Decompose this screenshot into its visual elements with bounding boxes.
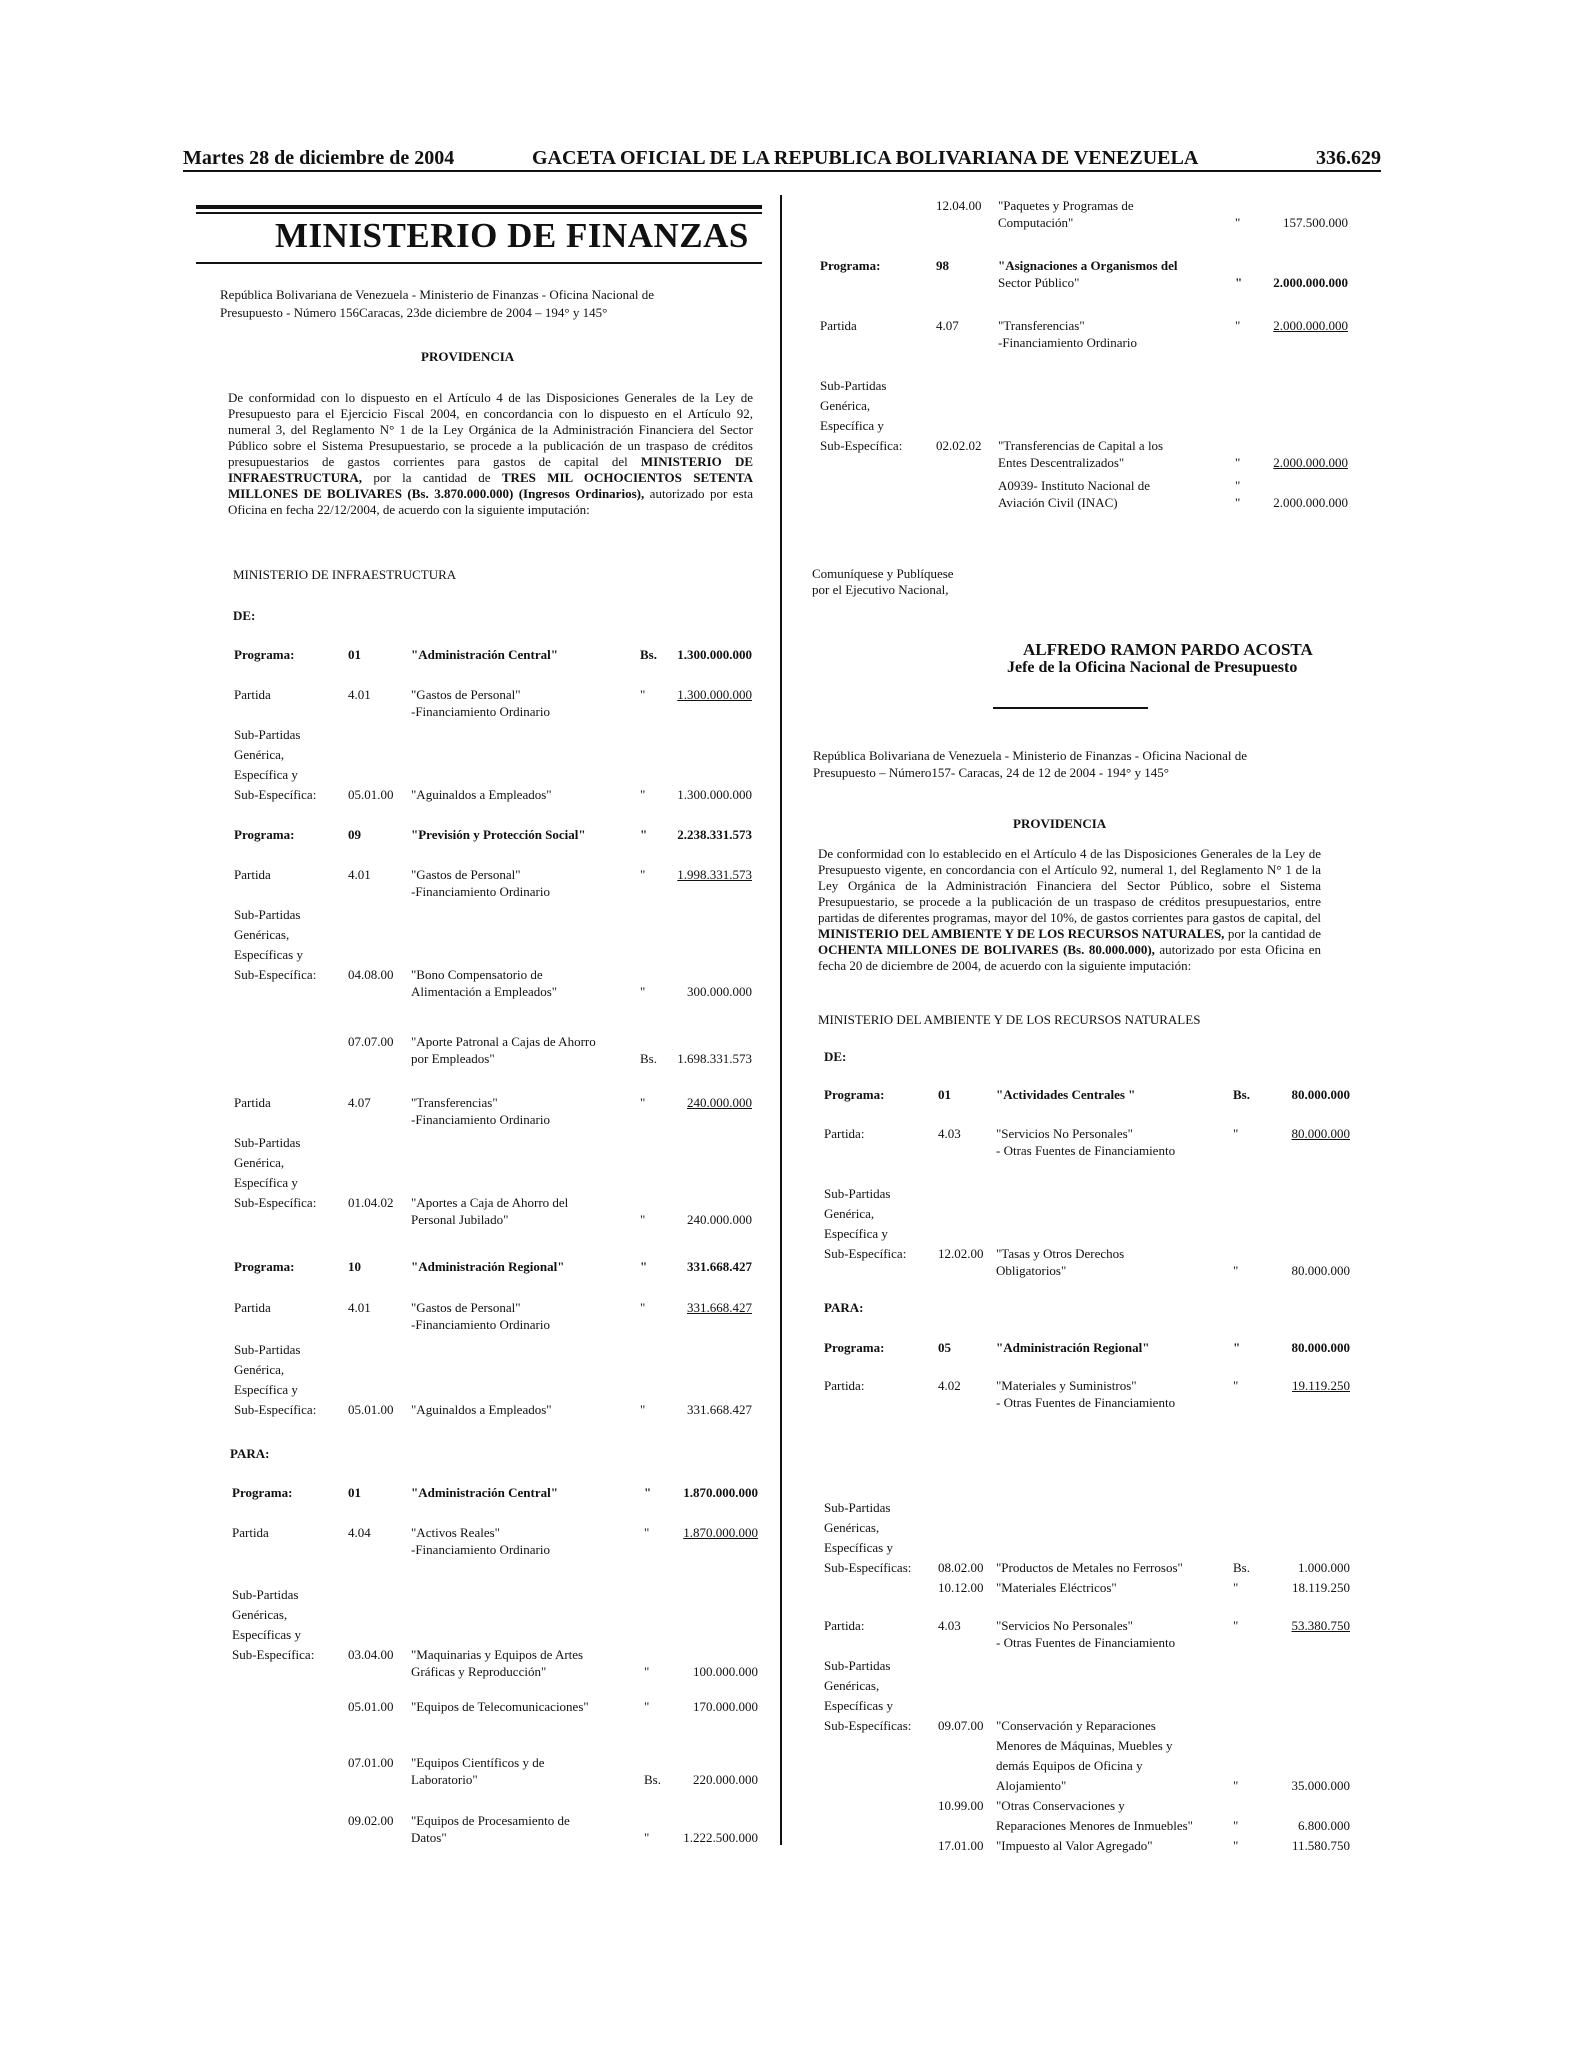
left-row-c1-8: Sub-Partidas xyxy=(234,907,301,922)
right-row-c4-11: Bs. xyxy=(1233,1560,1250,1575)
right-top-row-c4-2: " xyxy=(1235,318,1241,333)
left-para-row-c3-second-8: Datos" xyxy=(411,1830,447,1845)
left-row-c3-1: "Gastos de Personal" xyxy=(411,687,521,702)
left-row-c3-17: "Aportes a Caja de Ahorro del xyxy=(411,1195,569,1210)
left-body-text: De conformidad con lo dispuesto en el Artículo 4 de las Disposiciones Generales de la Ley de Presupuesto para el Ejercicio Fiscal 2004, en concordancia con lo dispuesto en el Artículo 92, numeral 3, del Reglamento N° 1 de la Ley Orgánica de la Administración Financiera del Sector Público sobre el Sistema Presupuestario, se procede a la publicación de un traspaso de créditos presupuestarios de gastos corrientes para gastos de capital del xyxy=(228,390,753,469)
left-row-c2-13: 4.07 xyxy=(348,1095,371,1110)
right-top-row-c1-2: Partida xyxy=(820,318,857,333)
right-top-row-c1-4: Genérica, xyxy=(820,398,871,413)
left-row-c4-18: " xyxy=(640,1259,648,1274)
left-row-c1-19: Partida xyxy=(234,1300,271,1315)
left-row-c4-13: " xyxy=(640,1095,646,1110)
right-top-row-c5-second-1: 2.000.000.000 xyxy=(1273,275,1348,290)
left-row-c3-23: "Aguinaldos a Empleados" xyxy=(411,1402,552,1417)
left-para-row-c5-second-7: 220.000.000 xyxy=(693,1772,758,1787)
left-row-c2-19: 4.01 xyxy=(348,1300,371,1315)
right-row-c1-8: Sub-Partidas xyxy=(824,1500,891,1515)
column-divider xyxy=(780,195,782,1845)
right-row-c1-4: Específica y xyxy=(824,1226,888,1241)
right-top-row-c2-1: 98 xyxy=(936,258,949,273)
right-row-c3-0: "Actividades Centrales " xyxy=(996,1087,1136,1102)
left-row-c4-19: " xyxy=(640,1300,646,1315)
right-ref-line-1: República Bolivariana de Venezuela - Ministerio de Finanzas - Oficina Nacional de xyxy=(813,748,1248,763)
right-top-row-c3-second-0: Computación" xyxy=(998,215,1074,230)
right-row-c5-23: 11.580.750 xyxy=(1291,1838,1350,1853)
right-top-row-c3-1: "Asignaciones a Organismos del xyxy=(998,258,1178,273)
right-row-c3-22: Reparaciones Menores de Inmuebles" xyxy=(996,1818,1193,1833)
left-row-c1-18: Programa: xyxy=(234,1259,295,1274)
left-row-c3-11: "Bono Compensatorio de xyxy=(411,967,543,982)
left-row-c4-second-12: Bs. xyxy=(640,1051,657,1066)
header-rule xyxy=(183,170,1381,172)
left-row-c4-5: " xyxy=(640,787,646,802)
right-row-c3-23: "Impuesto al Valor Agregado" xyxy=(996,1838,1153,1853)
right-row-c5-20: 35.000.000 xyxy=(1291,1778,1350,1793)
right-row-c1-7: Partida: xyxy=(824,1378,865,1393)
left-row-c1-9: Genéricas, xyxy=(234,927,290,942)
right-row-c3-5: "Tasas y Otros Derechos xyxy=(996,1246,1125,1261)
left-row-c3-6: "Previsión y Protección Social" xyxy=(411,827,586,842)
left-row-c5-0: 1.300.000.000 xyxy=(677,647,752,662)
right-top-row-c1-1: Programa: xyxy=(820,258,881,273)
right-top-row-c5-second-0: 157.500.000 xyxy=(1283,215,1348,230)
left-body-bold: MINISTERIO DE INFRAESTRUCTURA, xyxy=(228,454,754,485)
right-para-label: PARA: xyxy=(824,1300,864,1315)
right-row-c1-16: Específicas y xyxy=(824,1698,893,1713)
left-body-end: autorizado por esta Oficina en fecha 22/12/2004, de acuerdo con la siguiente imputación: xyxy=(228,486,754,517)
right-row-c3-second-7: - Otras Fuentes de Financiamiento xyxy=(996,1395,1176,1410)
right-row-c1-5: Sub-Específica: xyxy=(824,1246,907,1261)
right-row-c1-6: Programa: xyxy=(824,1340,885,1355)
left-row-c3-second-7: -Financiamiento Ordinario xyxy=(411,884,550,899)
left-row-c1-0: Programa: xyxy=(234,647,295,662)
right-top-row-c3-second-7: Aviación Civil (INAC) xyxy=(998,495,1118,510)
left-para-row-c2-8: 09.02.00 xyxy=(348,1813,394,1828)
left-para-row-c2-6: 05.01.00 xyxy=(348,1699,394,1714)
right-body-end: autorizado por esta Oficina en fecha 20 de diciembre de 2004, de acuerdo con la siguiente imputación: xyxy=(818,942,1321,973)
right-ministry-subtitle: MINISTERIO DEL AMBIENTE Y DE LOS RECURSOS NATURALES xyxy=(818,1012,1201,1027)
right-row-c4-22: " xyxy=(1233,1818,1239,1833)
left-row-c3-second-12: por Empleados" xyxy=(411,1051,495,1066)
right-row-c3-1: "Servicios No Personales" xyxy=(996,1126,1133,1141)
left-row-c3-18: "Administración Regional" xyxy=(411,1259,565,1274)
left-row-c4-23: " xyxy=(640,1402,646,1417)
right-top-row-c3-second-2: -Financiamiento Ordinario xyxy=(998,335,1137,350)
left-row-c1-4: Específica y xyxy=(234,767,298,782)
left-row-c5-7: 1.998.331.573 xyxy=(677,867,752,882)
left-para-row-c4-1: " xyxy=(644,1525,650,1540)
left-row-c3-second-1: -Financiamiento Ordinario xyxy=(411,704,550,719)
right-row-c3-11: "Productos de Metales no Ferrosos" xyxy=(996,1560,1183,1575)
left-row-c1-16: Específica y xyxy=(234,1175,298,1190)
left-para-row-c5-1: 1.870.000.000 xyxy=(683,1525,758,1540)
right-row-c1-0: Programa: xyxy=(824,1087,885,1102)
right-row-c2-0: 01 xyxy=(938,1087,951,1102)
right-top-row-c4-second-7: " xyxy=(1235,495,1241,510)
right-row-c5-0: 80.000.000 xyxy=(1291,1087,1350,1102)
header-title: GACETA OFICIAL DE LA REPUBLICA BOLIVARIANA DE VENEZUELA xyxy=(532,147,1199,169)
left-row-c1-5: Sub-Específica: xyxy=(234,787,317,802)
right-row-c2-21: 10.99.00 xyxy=(938,1798,984,1813)
left-ministry-subtitle: MINISTERIO DE INFRAESTRUCTURA xyxy=(233,567,457,582)
right-top-row-c2-2: 4.07 xyxy=(936,318,959,333)
right-top-row-c3-2: "Transferencias" xyxy=(998,318,1085,333)
left-row-c3-0: "Administración Central" xyxy=(411,647,558,662)
left-row-c1-21: Genérica, xyxy=(234,1362,285,1377)
right-row-c3-21: "Otras Conservaciones y xyxy=(996,1798,1125,1813)
right-row-c2-12: 10.12.00 xyxy=(938,1580,984,1595)
left-para-row-c3-second-1: -Financiamiento Ordinario xyxy=(411,1542,550,1557)
right-row-c4-23: " xyxy=(1233,1838,1239,1853)
right-row-c4-6: " xyxy=(1233,1340,1241,1355)
left-para-row-c1-0: Programa: xyxy=(232,1485,293,1500)
left-row-c2-1: 4.01 xyxy=(348,687,371,702)
page-number: 336.629 xyxy=(1316,147,1381,169)
right-row-c3-13: "Servicios No Personales" xyxy=(996,1618,1133,1633)
left-row-c5-23: 331.668.427 xyxy=(687,1402,752,1417)
right-row-c5-22: 6.800.000 xyxy=(1298,1818,1350,1833)
left-row-c3-7: "Gastos de Personal" xyxy=(411,867,521,882)
right-top-row-c2-6: 02.02.02 xyxy=(936,438,982,453)
left-para-row-c4-6: " xyxy=(644,1699,650,1714)
left-row-c3-5: "Aguinaldos a Empleados" xyxy=(411,787,552,802)
right-top-row-c5-second-6: 2.000.000.000 xyxy=(1273,455,1348,470)
left-row-c3-second-11: Alimentación a Empleados" xyxy=(411,984,558,999)
left-para-row-c4-second-5: " xyxy=(644,1664,650,1679)
right-body-text: De conformidad con lo establecido en el Artículo 4 de las Disposiciones Generales de la Ley de Presupuesto vigente, en concordancia con el Artículo 92, numeral 1, del Reglamento N° 1 de la Ley Orgánica de la Administración Financiera del Sector Público, sobre el Sistema Presupuestario, se procede a la publicación de un traspaso de créditos presupuestarios, entre partidas de diferentes programas, mayor del 10%, de gastos corrientes para gastos de capital, del xyxy=(818,846,1321,925)
ministry-title: MINISTERIO DE FINANZAS xyxy=(275,216,749,255)
left-body-bold2: TRES MIL OCHOCIENTOS SETENTA MILLONES DE BOLIVARES (Bs. 3.870.000.000) (Ingresos Ordinarios), xyxy=(228,470,753,501)
left-para-row-c2-0: 01 xyxy=(348,1485,361,1500)
left-row-c2-0: 01 xyxy=(348,647,361,662)
left-row-c5-13: 240.000.000 xyxy=(687,1095,752,1110)
left-para-row-c3-second-7: Laboratorio" xyxy=(411,1772,478,1787)
right-row-c1-14: Sub-Partidas xyxy=(824,1658,891,1673)
right-row-c4-1: " xyxy=(1233,1126,1239,1141)
left-para-row-c4-second-8: " xyxy=(644,1830,650,1845)
comuniquese-line-1: Comuníquese y Publíquese xyxy=(812,566,954,581)
left-para-row-c5-second-5: 100.000.000 xyxy=(693,1664,758,1679)
left-row-c5-second-12: 1.698.331.573 xyxy=(677,1051,752,1066)
right-body-mid: por la cantidad de xyxy=(1224,926,1321,941)
left-row-c5-second-11: 300.000.000 xyxy=(687,984,752,999)
right-row-c1-3: Genérica, xyxy=(824,1206,875,1221)
signature-rule xyxy=(993,707,1148,709)
header-date: Martes 28 de diciembre de 2004 xyxy=(183,147,455,169)
right-top-row-c1-5: Específica y xyxy=(820,418,884,433)
left-row-c2-11: 04.08.00 xyxy=(348,967,394,982)
left-row-c4-1: " xyxy=(640,687,646,702)
right-de-label: DE: xyxy=(824,1049,847,1064)
left-para-row-c1-1: Partida xyxy=(232,1525,269,1540)
right-row-c3-second-5: Obligatorios" xyxy=(996,1263,1067,1278)
left-para-row-c3-0: "Administración Central" xyxy=(411,1485,558,1500)
right-row-c2-11: 08.02.00 xyxy=(938,1560,984,1575)
left-providencia-heading: PROVIDENCIA xyxy=(421,349,515,364)
right-row-c3-6: "Administración Regional" xyxy=(996,1340,1150,1355)
right-row-c5-7: 19.119.250 xyxy=(1291,1378,1350,1393)
left-row-c5-1: 1.300.000.000 xyxy=(677,687,752,702)
right-row-c5-12: 18.119.250 xyxy=(1291,1580,1350,1595)
left-row-c4-second-11: " xyxy=(640,984,646,999)
right-body-bold: MINISTERIO DEL AMBIENTE Y DE LOS RECURSOS NATURALES, xyxy=(818,926,1225,941)
right-row-c3-7: "Materiales y Suministros" xyxy=(996,1378,1137,1393)
right-row-c1-9: Genéricas, xyxy=(824,1520,880,1535)
left-row-c3-second-13: -Financiamiento Ordinario xyxy=(411,1112,550,1127)
left-row-c2-18: 10 xyxy=(348,1259,361,1274)
left-row-c4-7: " xyxy=(640,867,646,882)
ministry-rule-bottom xyxy=(196,262,762,264)
ministry-rule-top xyxy=(196,205,762,209)
left-row-c1-2: Sub-Partidas xyxy=(234,727,301,742)
left-body-paragraph xyxy=(228,390,753,518)
right-row-c1-10: Específicas y xyxy=(824,1540,893,1555)
right-top-row-c3-7: A0939- Instituto Nacional de xyxy=(998,478,1150,493)
left-row-c1-20: Sub-Partidas xyxy=(234,1342,301,1357)
left-row-c1-11: Sub-Específica: xyxy=(234,967,317,982)
left-de-label: DE: xyxy=(233,608,256,623)
right-row-c3-17: "Conservación y Reparaciones xyxy=(996,1718,1156,1733)
left-row-c5-5: 1.300.000.000 xyxy=(677,787,752,802)
left-row-c1-10: Específicas y xyxy=(234,947,303,962)
left-ref-line-1: República Bolivariana de Venezuela - Ministerio de Finanzas - Oficina Nacional de xyxy=(220,287,655,302)
right-top-row-c1-3: Sub-Partidas xyxy=(820,378,887,393)
left-para-row-c5-second-8: 1.222.500.000 xyxy=(683,1830,758,1845)
right-row-c3-second-13: - Otras Fuentes de Financiamiento xyxy=(996,1635,1176,1650)
left-para-row-c3-5: "Maquinarias y Equipos de Artes xyxy=(411,1647,584,1662)
left-row-c3-19: "Gastos de Personal" xyxy=(411,1300,521,1315)
right-row-c3-18: Menores de Máquinas, Muebles y xyxy=(996,1738,1173,1753)
right-body-paragraph xyxy=(818,846,1321,974)
left-body-mid: por la cantidad de xyxy=(362,470,502,485)
left-row-c1-6: Programa: xyxy=(234,827,295,842)
right-row-c2-6: 05 xyxy=(938,1340,951,1355)
left-row-c3-13: "Transferencias" xyxy=(411,1095,498,1110)
left-row-c2-17: 01.04.02 xyxy=(348,1195,394,1210)
right-row-c3-20: Alojamiento" xyxy=(996,1778,1067,1793)
left-row-c5-18: 331.668.427 xyxy=(687,1259,752,1274)
right-row-c2-1: 4.03 xyxy=(938,1126,961,1141)
right-row-c2-7: 4.02 xyxy=(938,1378,961,1393)
right-top-row-c3-0: "Paquetes y Programas de xyxy=(998,198,1134,213)
left-row-c2-5: 05.01.00 xyxy=(348,787,394,802)
right-row-c3-12: "Materiales Eléctricos" xyxy=(996,1580,1117,1595)
left-row-c1-14: Sub-Partidas xyxy=(234,1135,301,1150)
left-para-row-c4-0: " xyxy=(644,1485,652,1500)
right-row-c4-13: " xyxy=(1233,1618,1239,1633)
left-row-c1-1: Partida xyxy=(234,687,271,702)
left-para-row-c2-1: 4.04 xyxy=(348,1525,371,1540)
right-row-c4-7: " xyxy=(1233,1378,1239,1393)
left-row-c1-23: Sub-Específica: xyxy=(234,1402,317,1417)
left-para-row-c4-second-7: Bs. xyxy=(644,1772,661,1787)
right-top-row-c4-second-0: " xyxy=(1235,215,1241,230)
left-row-c2-12: 07.07.00 xyxy=(348,1034,394,1049)
left-row-c5-19: 331.668.427 xyxy=(687,1300,752,1315)
left-para-row-c1-4: Específicas y xyxy=(232,1627,301,1642)
right-row-c1-2: Sub-Partidas xyxy=(824,1186,891,1201)
left-row-c3-12: "Aporte Patronal a Cajas de Ahorro xyxy=(411,1034,596,1049)
left-row-c4-second-17: " xyxy=(640,1212,646,1227)
right-top-row-c5-2: 2.000.000.000 xyxy=(1273,318,1348,333)
left-row-c2-23: 05.01.00 xyxy=(348,1402,394,1417)
left-row-c2-6: 09 xyxy=(348,827,361,842)
right-ref-line-2: Presupuesto – Número157- Caracas, 24 de 12 de 2004 - 194° y 145° xyxy=(813,765,1169,780)
left-row-c1-22: Específica y xyxy=(234,1382,298,1397)
left-para-label: PARA: xyxy=(230,1446,270,1461)
signer-name: ALFREDO RAMON PARDO ACOSTA xyxy=(1023,640,1313,659)
left-para-row-c3-7: "Equipos Científicos y de xyxy=(411,1755,545,1770)
right-top-row-c2-0: 12.04.00 xyxy=(936,198,982,213)
left-row-c1-7: Partida xyxy=(234,867,271,882)
left-para-row-c2-7: 07.01.00 xyxy=(348,1755,394,1770)
left-row-c5-6: 2.238.331.573 xyxy=(677,827,752,842)
right-row-c2-13: 4.03 xyxy=(938,1618,961,1633)
right-providencia-heading: PROVIDENCIA xyxy=(1013,816,1107,831)
left-row-c1-3: Genérica, xyxy=(234,747,285,762)
left-para-row-c3-1: "Activos Reales" xyxy=(411,1525,500,1540)
left-ref-line-2: Presupuesto - Número 156Caracas, 23de diciembre de 2004 – 194° y 145° xyxy=(220,305,608,320)
left-para-row-c1-3: Genéricas, xyxy=(232,1607,288,1622)
left-row-c2-7: 4.01 xyxy=(348,867,371,882)
right-row-c4-0: Bs. xyxy=(1233,1087,1250,1102)
right-row-c2-5: 12.02.00 xyxy=(938,1246,984,1261)
left-row-c4-6: " xyxy=(640,827,648,842)
right-row-c5-6: 80.000.000 xyxy=(1291,1340,1350,1355)
right-body-bold2: OCHENTA MILLONES DE BOLIVARES (Bs. 80.000.000), xyxy=(818,942,1155,957)
right-row-c4-12: " xyxy=(1233,1580,1239,1595)
right-top-row-c4-second-6: " xyxy=(1235,455,1241,470)
left-para-row-c1-5: Sub-Específica: xyxy=(232,1647,315,1662)
left-para-row-c5-6: 170.000.000 xyxy=(693,1699,758,1714)
right-row-c5-11: 1.000.000 xyxy=(1298,1560,1350,1575)
right-row-c1-11: Sub-Específicas: xyxy=(824,1560,912,1575)
left-para-row-c2-5: 03.04.00 xyxy=(348,1647,394,1662)
right-row-c2-17: 09.07.00 xyxy=(938,1718,984,1733)
left-row-c1-13: Partida xyxy=(234,1095,271,1110)
right-top-row-c3-second-6: Entes Descentralizados" xyxy=(998,455,1125,470)
right-top-row-c5-second-7: 2.000.000.000 xyxy=(1273,495,1348,510)
left-para-row-c3-8: "Equipos de Procesamiento de xyxy=(411,1813,570,1828)
right-row-c5-1: 80.000.000 xyxy=(1291,1126,1350,1141)
right-top-row-c4-7: " xyxy=(1235,478,1241,493)
left-row-c3-second-19: -Financiamiento Ordinario xyxy=(411,1317,550,1332)
right-top-row-c4-second-1: " xyxy=(1235,275,1243,290)
right-row-c1-1: Partida: xyxy=(824,1126,865,1141)
comuniquese-line-2: por el Ejecutivo Nacional, xyxy=(812,582,949,597)
right-row-c2-23: 17.01.00 xyxy=(938,1838,984,1853)
left-row-c5-second-17: 240.000.000 xyxy=(687,1212,752,1227)
right-row-c1-17: Sub-Específicas: xyxy=(824,1718,912,1733)
right-row-c1-13: Partida: xyxy=(824,1618,865,1633)
left-para-row-c3-6: "Equipos de Telecomunicaciones" xyxy=(411,1699,589,1714)
right-row-c4-second-5: " xyxy=(1233,1263,1239,1278)
right-row-c1-15: Genéricas, xyxy=(824,1678,880,1693)
left-row-c1-15: Genérica, xyxy=(234,1155,285,1170)
right-row-c4-20: " xyxy=(1233,1778,1239,1793)
left-para-row-c1-2: Sub-Partidas xyxy=(232,1587,299,1602)
left-row-c1-17: Sub-Específica: xyxy=(234,1195,317,1210)
ministry-rule-top2 xyxy=(196,212,762,214)
right-row-c5-13: 53.380.750 xyxy=(1291,1618,1350,1633)
right-row-c3-19: demás Equipos de Oficina y xyxy=(996,1758,1143,1773)
right-top-row-c3-6: "Transferencias de Capital a los xyxy=(998,438,1164,453)
right-row-c5-second-5: 80.000.000 xyxy=(1291,1263,1350,1278)
left-para-row-c3-second-5: Gráficas y Reproducción" xyxy=(411,1664,547,1679)
right-top-row-c3-second-1: Sector Público" xyxy=(998,275,1080,290)
right-row-c3-second-1: - Otras Fuentes de Financiamiento xyxy=(996,1143,1176,1158)
left-row-c4-0: Bs. xyxy=(640,647,657,662)
left-para-row-c5-0: 1.870.000.000 xyxy=(683,1485,758,1500)
signer-title: Jefe de la Oficina Nacional de Presupuesto xyxy=(1007,659,1298,676)
left-row-c3-second-17: Personal Jubilado" xyxy=(411,1212,509,1227)
right-top-row-c1-6: Sub-Específica: xyxy=(820,438,903,453)
